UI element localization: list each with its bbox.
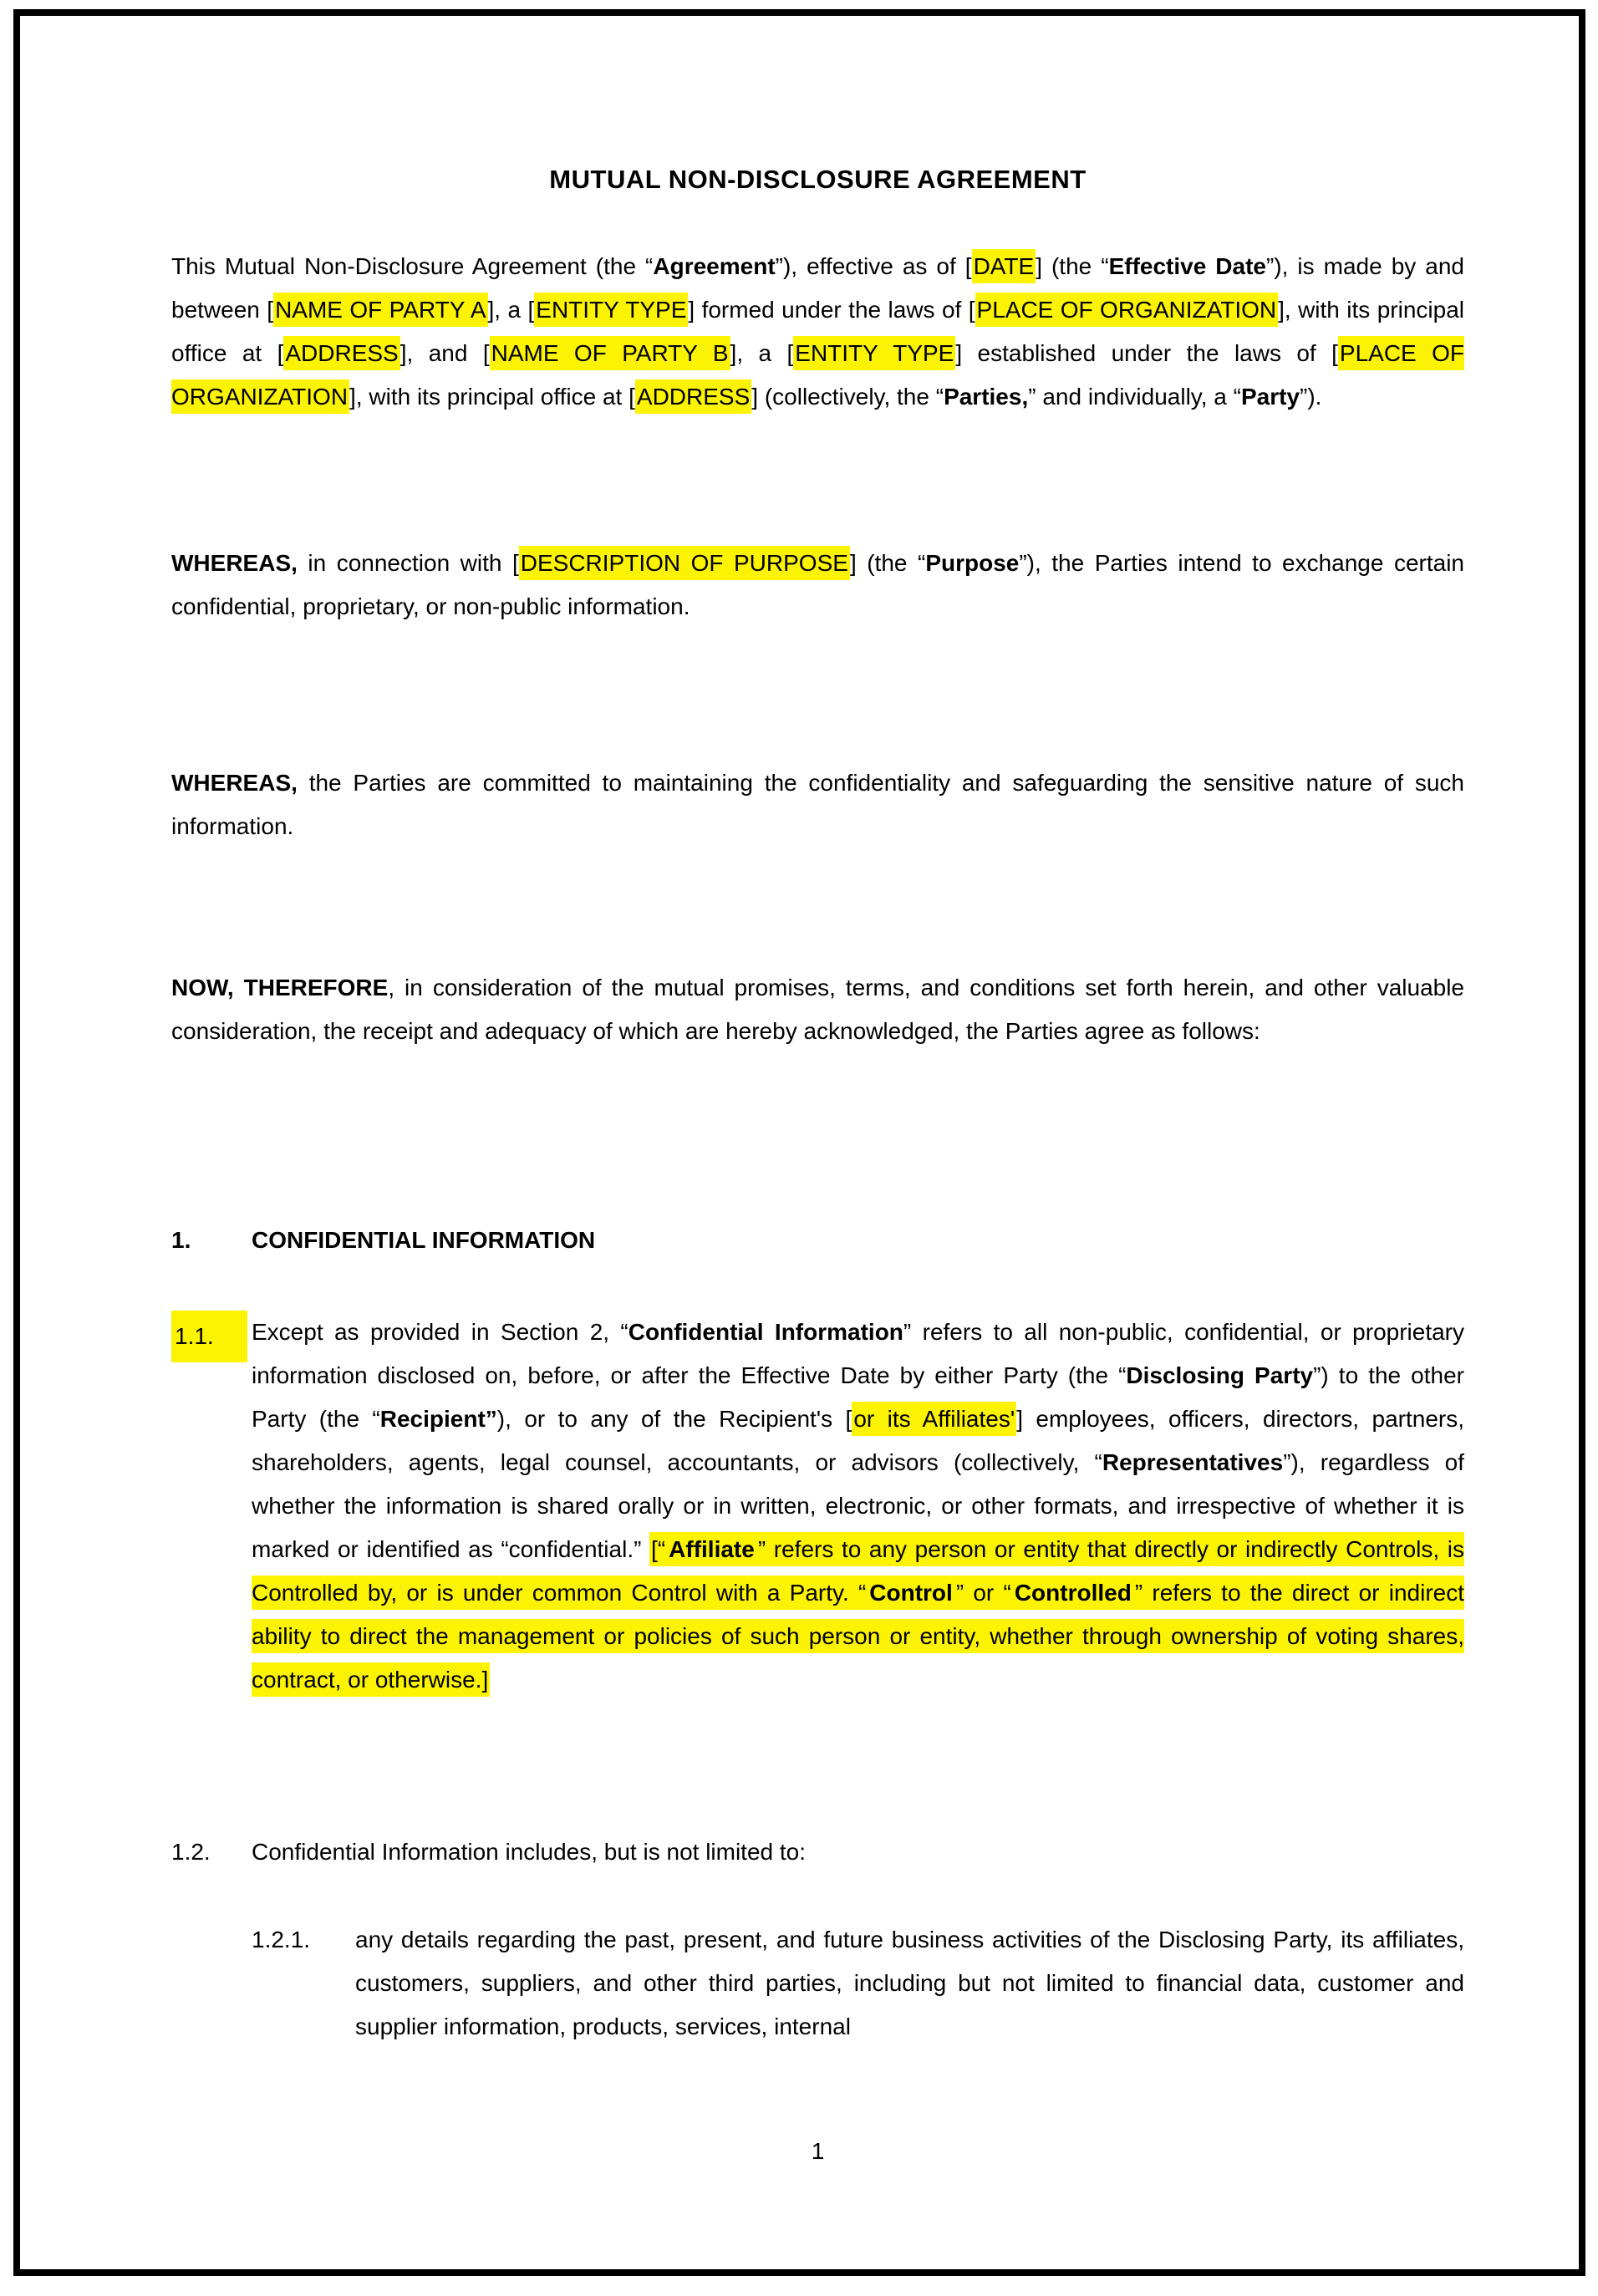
page-number: 1	[811, 2138, 825, 2164]
section-1-heading	[171, 1219, 1464, 1262]
clause-1-1-number: 1.1.	[171, 1311, 247, 1362]
clause-1-2	[171, 1830, 1464, 1874]
clause-1-2-1	[252, 1918, 1464, 2049]
document-title: MUTUAL NON-DISCLOSURE AGREEMENT	[549, 165, 1087, 194]
clause-1-1	[171, 1311, 1464, 1702]
clause-1-1-text: Except as provided in Section 2, “Confidential Information” refers to all non-public, confidential, or proprietary information disclosed on, before, or after the Effective Date by either Party (the “Disclosing Party”) to the other Party (the “Recipient”), or to any of the Recipient's [or its Affiliates'] employees, officers, directors, partners, shareholders, agents, legal counsel, accountants, or advisors (collectively, “Representatives”), regardless of whether the information is shared orally or in written, electronic, or other formats, and irrespective of whether it is marked or identified as “confidential.” [“ Affiliate ” refers to any person or entity that directly or indirectly Controls, is Controlled by, or is under common Control with a Party. “ Control ” or “ Controlled ” refers to the direct or indirect ability to direct the management or policies of such person or entity, whether through ownership of voting shares, contract, or otherwise.]	[252, 1311, 1464, 1702]
clause-1-2-number: 1.2.	[171, 1839, 211, 1865]
now-therefore-paragraph: NOW, THEREFORE, in consideration of the mutual promises, terms, and conditions set forth herein, and other valuable consideration, the receipt and adequacy of which are hereby acknowledged, the Parties agree as follows:	[171, 975, 1464, 1044]
section-1-number: 1.	[171, 1227, 191, 1253]
whereas-purpose-paragraph: WHEREAS, in connection with [DESCRIPTION OF PURPOSE] (the “Purpose”), the Parties intend to exchange certain confidential, proprietary, or non-public information.	[171, 542, 1464, 629]
whereas-commitment-paragraph: WHEREAS, the Parties are committed to maintaining the confidentiality and safeguarding the sensitive nature of such information.	[171, 770, 1464, 839]
section-1-heading-text: CONFIDENTIAL INFORMATION	[252, 1227, 596, 1253]
clause-1-2-1-number: 1.2.1.	[252, 1927, 311, 1952]
clause-1-2-1-text: any details regarding the past, present, and future business activities of the Disclosing Party, its affiliates, customers, suppliers, and other third parties, including but not limited to financial data, customer and supplier information, products, services, internal	[355, 1927, 1464, 2039]
intro-paragraph: This Mutual Non-Disclosure Agreement (the “Agreement”), effective as of [DATE] (the “Effective Date”), is made by and between [NAME OF PARTY A], a [ENTITY TYPE] formed under the laws of [PLACE OF ORGANIZATION], with its principal office at [ADDRESS], and [NAME OF PARTY B], a [ENTITY TYPE] established under the laws of [PLACE OF ORGANIZATION], with its principal office at [ADDRESS] (collectively, the “Parties,” and individually, a “Party”).	[171, 245, 1464, 419]
clause-1-2-text: Confidential Information includes, but is not limited to:	[252, 1839, 807, 1865]
